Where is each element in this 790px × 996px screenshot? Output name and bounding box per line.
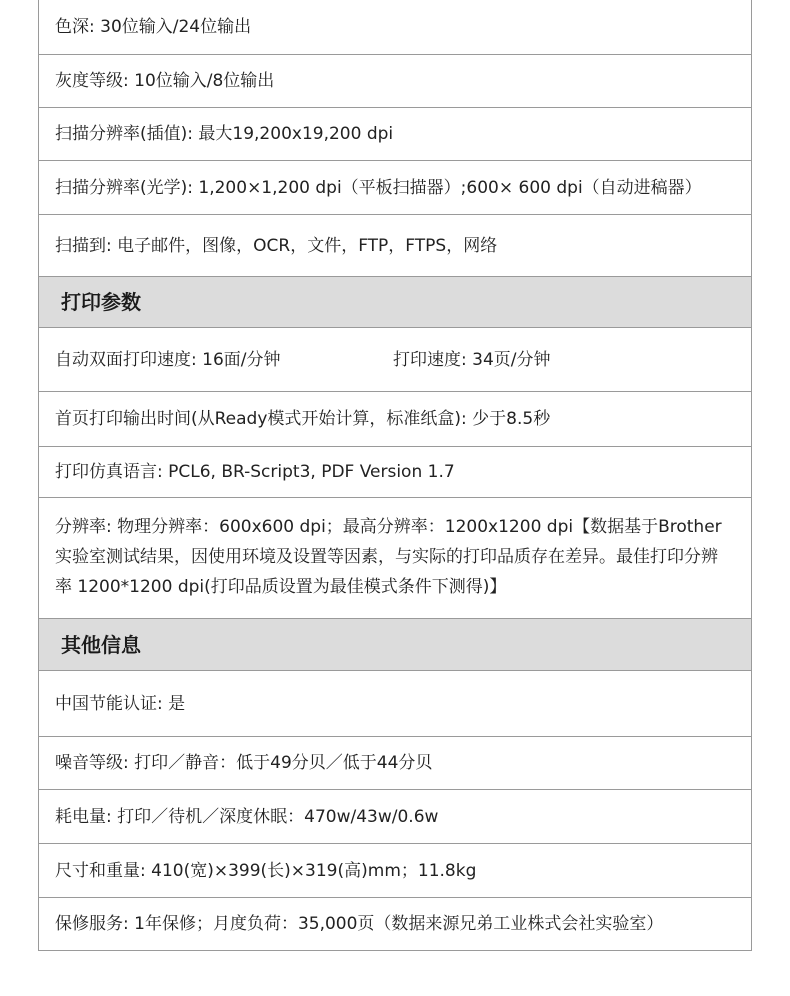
spec-table — [38, 0, 752, 951]
section-header-other — [39, 618, 751, 670]
spec-text: 耗电量: 打印／待机／深度休眠：470w/43w/0.6w — [55, 806, 439, 827]
spec-text: 色深: 30位输入/24位输出 — [55, 17, 252, 37]
spec-text: 打印仿真语言: PCL6, BR-Script3, PDF Version 1.7 — [55, 462, 455, 482]
spec-text: 尺寸和重量: 410(宽)×399(长)×319(高)mm；11.8kg — [55, 860, 477, 881]
spec-text: 中国节能认证: 是 — [55, 693, 186, 714]
spec-text: 扫描分辨率(光学): 1,200×1,200 dpi（平板扫描器）;600× 600 dpi（自动进稿器） — [55, 177, 702, 198]
spec-text: 噪音等级: 打印／静音：低于49分贝／低于44分贝 — [55, 753, 433, 773]
spec-row-resolution — [39, 497, 751, 618]
spec-text: 扫描到: 电子邮件，图像，OCR，文件，FTP，FTPS，网络 — [55, 235, 498, 256]
section-header-print — [39, 276, 751, 327]
spec-text: 分辨率: 物理分辨率：600x600 dpi；最高分辨率：1200x1200 dpi【数据基于Brother实验室测试结果，因使用环境及设置等因素，与实际的打印品质存在差异。最佳打印分辨率 1200*1200 dpi(打印品质设置为最佳模式条件下测得)】 — [55, 517, 722, 597]
spec-text: 打印速度: 34页/分钟 — [393, 349, 551, 370]
section-title: 打印参数 — [61, 290, 141, 314]
spec-text: 首页打印输出时间(从Ready模式开始计算，标准纸盒): 少于8.5秒 — [55, 409, 551, 429]
spec-row-scan-resolution-optical — [39, 160, 751, 214]
spec-row-first-page-time — [39, 391, 751, 446]
section-title: 其他信息 — [61, 632, 141, 657]
spec-row-noise — [39, 736, 751, 789]
spec-text: 自动双面打印速度: 16面/分钟 — [55, 349, 281, 370]
spec-row-grayscale — [39, 54, 751, 107]
spec-row-warranty — [39, 897, 751, 950]
spec-row-power — [39, 789, 751, 843]
spec-row-energy-cert — [39, 670, 751, 736]
spec-text: 扫描分辨率(插值): 最大19,200x19,200 dpi — [55, 124, 394, 144]
spec-text: 灰度等级: 10位输入/8位输出 — [55, 71, 275, 91]
spec-row-size-weight — [39, 843, 751, 897]
spec-row-emulation — [39, 446, 751, 497]
spec-row-color-depth — [39, 0, 751, 54]
spec-row-print-speed — [39, 327, 751, 391]
spec-row-scan-resolution-interpolated — [39, 107, 751, 160]
spec-row-scan-to — [39, 214, 751, 276]
spec-text: 保修服务: 1年保修；月度负荷：35,000页（数据来源兄弟工业株式会社实验室） — [55, 914, 664, 934]
